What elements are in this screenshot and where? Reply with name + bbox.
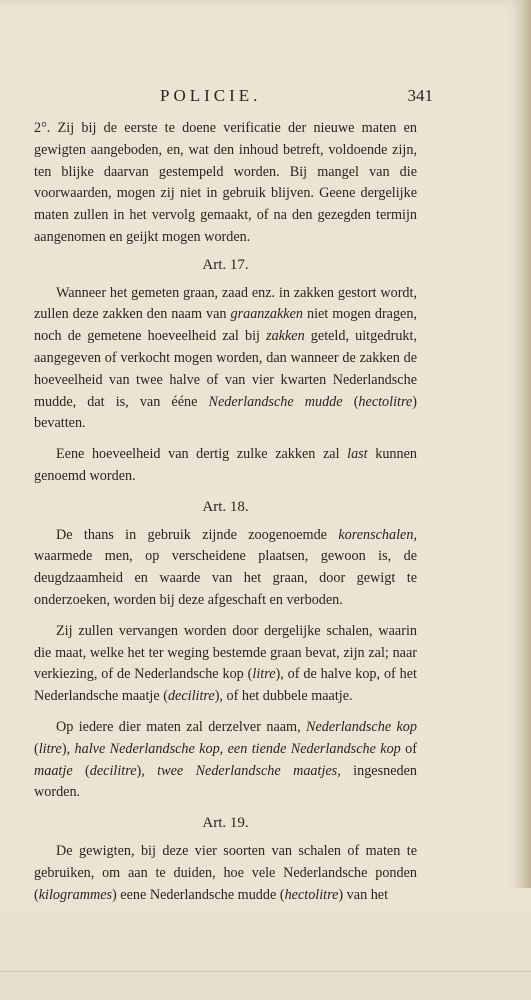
text-run: ) eene Nederlandsche mudde ( <box>112 886 285 903</box>
text-run: ) van het <box>338 886 389 903</box>
text-run: ), <box>136 762 158 779</box>
italic-term: decilitre <box>167 688 215 705</box>
text-run: , ingesneden worden. <box>34 762 417 801</box>
paragraph-art19-1 <box>34 841 417 906</box>
paragraph-art18-1 <box>34 525 417 612</box>
page-edge-line <box>0 971 531 972</box>
paragraph-art18-3 <box>34 717 417 804</box>
italic-term: Nederlandsche kop <box>306 718 417 735</box>
text-run: De gewigten, bij deze vier soorten van schalen of maten te gebruiken, om aan te duiden, hoe vele Nederlandsche ponden ( <box>34 842 417 903</box>
text-run: ), of de halve kop, of het Nederlandsche maatje ( <box>34 666 418 705</box>
text-run: Zij zullen vervangen worden door dergelijke schalen, waarin die maat, welke het ter weging bestemde graan bevat, zijn zal; naar verkiezing, of de Nederlandsche kop ( <box>34 622 417 683</box>
italic-term: Nederlandsche mudde <box>208 393 343 410</box>
italic-term: decilitre <box>89 762 137 779</box>
item-number: 2°. <box>34 120 51 136</box>
text-run: , waarmede men, op verscheidene plaatsen, gewoon is, de deugdzaamheid en waarde van het graan, door gewigt te onderzoeken, worden bij deze afgeschaft en verboden. <box>34 526 417 608</box>
text-run: ), <box>61 740 75 757</box>
text-run: ( <box>72 762 90 779</box>
text-run: ) bevatten. <box>34 393 417 432</box>
italic-term: maatje <box>34 762 73 779</box>
italic-term: een tiende Nederlandsche kop <box>227 740 401 757</box>
body-text <box>34 118 417 915</box>
text-run: Eene hoeveelheid van dertig zulke zakken zal <box>56 446 348 463</box>
running-title: POLICIE. <box>160 86 262 105</box>
text-run: ( <box>342 393 359 410</box>
text-run: De thans in gebruik zijnde zoogenoemde <box>56 526 339 543</box>
italic-term: litre <box>38 740 62 757</box>
text-run: , <box>219 740 228 757</box>
italic-term: hectolitre <box>358 393 413 410</box>
text-run: ( <box>34 740 39 757</box>
italic-term: korenschalen <box>338 526 414 543</box>
text-run: Wanneer het gemeten graan, zaad enz. in zakken gestort wordt, zullen deze zakken den naam van <box>34 284 417 323</box>
paragraph-art18-2 <box>34 621 417 708</box>
text-run: of <box>400 740 418 757</box>
text-run: kunnen genoemd worden. <box>34 446 417 484</box>
text-run: geteld, uitgedrukt, aangegeven of verkocht mogen worden, dan wanneer de zakken de hoeveelheid van twee halve of van vier kwarten Nederlandsche mudde, dat is, van ééne <box>34 328 417 410</box>
paragraph-art17-2 <box>34 444 417 488</box>
text-run: Op iedere dier maten zal derzelver naam, <box>56 718 307 735</box>
page-number: 341 <box>407 86 433 105</box>
text-run: niet mogen dragen, noch de gemetene hoeveelheid zal bij <box>34 306 417 345</box>
italic-term: litre <box>252 666 276 683</box>
text-run: ), of het dubbele maatje. <box>214 688 353 705</box>
article-heading-18: Art. 18. <box>202 498 249 515</box>
italic-term: hectolitre <box>284 886 339 903</box>
paragraph-art17-1 <box>34 283 417 436</box>
paragraph-text: Zij bij de eerste te doene verificatie der nieuwe maten en gewigten aangeboden, en, wat den inhoud betreft, voldoende zijn, ten blijke daarvan gestempeld worden. Bij mangel van die voorwaarden, mogen zij niet in gebruik blijven. Geene dergelijke maten zullen in het vervolg gemaakt, of na den gezegden termijn aangenomen en geijkt mogen worden. <box>34 120 417 245</box>
italic-term: zakken <box>266 328 305 345</box>
italic-term: halve Nederlandsche kop <box>74 740 220 757</box>
article-heading-17: Art. 17. <box>202 256 249 273</box>
italic-term: twee Nederlandsche maatjes <box>157 762 338 779</box>
italic-term: last <box>347 446 368 463</box>
italic-term: kilogrammes <box>38 886 113 903</box>
page-gutter <box>521 0 531 1000</box>
paragraph-item-2 <box>34 118 417 249</box>
italic-term: graanzakken <box>230 306 303 323</box>
article-heading-19: Art. 19. <box>202 815 249 832</box>
page-header <box>40 86 433 110</box>
